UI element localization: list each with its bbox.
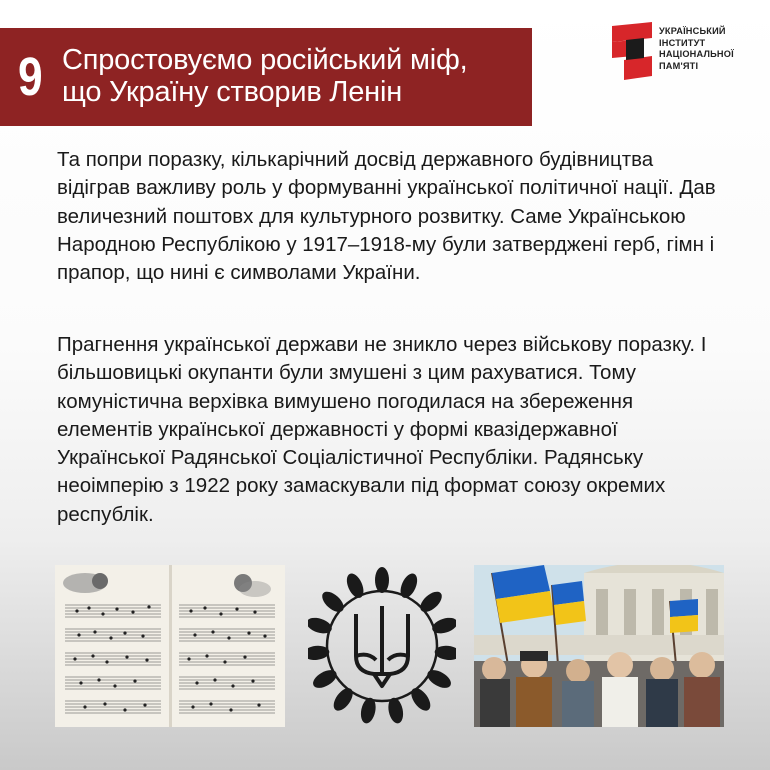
- institute-logo-icon: [612, 22, 656, 80]
- logo-line-1: УКРАЇНСЬКИЙ: [659, 26, 726, 36]
- flag-demonstration-illustration-image: [474, 565, 724, 727]
- logo-line-2: ІНСТИТУТ: [659, 37, 706, 48]
- logo-text: [659, 26, 762, 72]
- slide-number: 9: [18, 47, 43, 107]
- trident-emblem-image: [308, 565, 456, 727]
- logo-line-3: НАЦІОНАЛЬНОЇ: [659, 49, 734, 59]
- anthem-sheet-music-image: [55, 565, 285, 727]
- title-banner: [0, 28, 532, 126]
- logo-line-4: ПАМ'ЯТІ: [659, 60, 699, 71]
- paragraph-2: Прагнення української держави не зникло через військову поразку. І більшовицькі окупанти були змушені з цим рахуватися. Тому комуністична верхівка вимушено погодилася на збереження елементів української державності у формі квазідержавної Української Радянської Соціалістичної Республіки. Радянську неоімперію з 1922 року замаскували під формат союзу окремих республік.: [57, 333, 707, 526]
- paragraph-1: Та попри поразку, кількарічний досвід державного будівництва відіграв важливу роль у формуванні української політичної нації. Дав величезний поштовх для культурного розвитку. Саме Українською Народною Республікою у 1917–1918-му були затверджені герб, гімн і прапор, що нині є символами України.: [57, 148, 716, 285]
- title-line-2: що Україну створив Ленін: [62, 76, 403, 108]
- title-line-1: Спростовуємо російський міф,: [62, 44, 468, 76]
- institute-logo: [612, 22, 762, 82]
- page-title: [62, 44, 522, 108]
